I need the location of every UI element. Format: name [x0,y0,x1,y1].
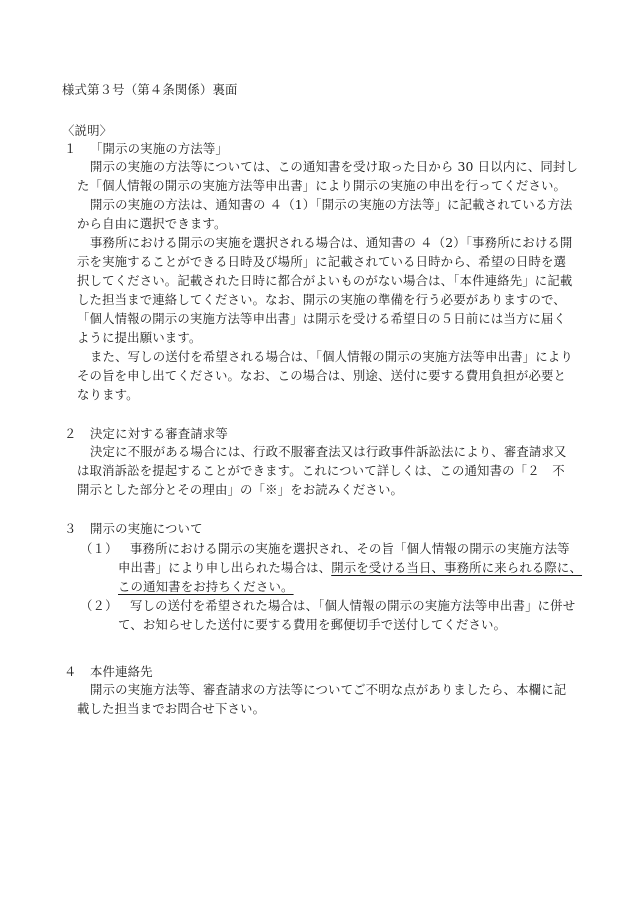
section-1-paragraph-4-line: その旨を申し出てください。なお、この場合は、別途、送付に要する費用負担が必要と [77,368,567,383]
item-1-underlined-line: この通知書をお持ちください。 [118,579,294,594]
section-1-paragraph-3-line: した担当まで連絡してください。なお、開示の実施の準備を行う必要がありますので、 [77,292,566,307]
section-1-title: 「開示の実施の方法等」 [90,141,228,156]
section-2-number: ２ [64,426,77,441]
section-4-title: 本件連絡先 [90,664,153,679]
section-3-title: 開示の実施について [90,521,203,536]
section-2-paragraph-line: 開示とした部分とその理由」の「※」をお読みください。 [77,482,404,497]
section-3-number: ３ [64,521,77,536]
section-1-paragraph-2-line: から自由に選択できます。 [77,216,227,231]
section-4-paragraph-line: 載した担当までお問合せ下さい。 [77,701,266,716]
section-1-paragraph-1-line: た「個人情報の開示の実施方法等申出書」により開示の実施の申出を行ってください。 [77,178,567,193]
item-2-line: て、お知らせした送付に要する費用を郵便切手で送付してください。 [118,617,507,632]
item-1-marker: （１） [80,541,118,556]
section-1-paragraph-3-line: 示を実施することができる日時及び場所」に記載されている日時から、希望の日時を選 [77,254,567,269]
form-header: 様式第３号（第４条関係）裏面 [62,82,238,97]
section-1-number: １ [64,141,77,156]
section-4-number: ４ [64,664,77,679]
section-1-paragraph-4-line: なります。 [77,387,139,402]
item-1-line [118,560,582,576]
section-1-paragraph-4-line: また、写しの送付を希望される場合は、「個人情報の開示の実施方法等申出書」により [90,349,573,364]
section-1-paragraph-3-line: ように提出願います。 [77,330,202,345]
item-2-marker: （２） [80,598,118,613]
section-1-paragraph-2-line: 開示の実施の方法は、通知書の ４（1）「開示の実施の方法等」に記載されている方法 [90,197,573,212]
item-1-underlined-text: 開示を受ける当日、事務所に来られる際に、 [331,560,583,575]
section-4-paragraph-line: 開示の実施方法等、審査請求の方法等についてご不明な点がありましたら、本欄に記 [90,682,567,697]
explanation-heading: 〈説明〉 [62,123,113,138]
item-1-line: 事務所における開示の実施を選択され、その旨「個人情報の開示の実施方法等 [130,541,570,556]
section-1-paragraph-3-line: 「個人情報の開示の実施方法等申出書」は開示を受ける希望日の５日前には当方に届く [77,311,567,326]
item-2-line: 写しの送付を希望された場合は、「個人情報の開示の実施方法等申出書」に併せ [130,598,576,613]
section-2-paragraph-line: は取消訴訟を提起することができます。これについて詳しくは、この通知書の「２ 不 [77,463,565,478]
section-1-paragraph-1-line: 開示の実施の方法等については、この通知書を受け取った日から 30 日以内に、同封し [90,159,578,174]
item-1-plain-text: 申出書」により申し出られた場合は、 [118,560,332,575]
section-2-title: 決定に対する審査請求等 [90,426,228,441]
section-1-paragraph-3-line: 事務所における開示の実施を選択される場合は、通知書の ４（2）「事務所における開 [90,235,573,250]
section-2-paragraph-line: 決定に不服がある場合には、行政不服審査法又は行政事件訴訟法により、審査請求又 [90,444,567,459]
section-1-paragraph-3-line: 択してください。記載された日時に都合がよいものがない場合は、「本件連絡先」に記載 [77,273,573,288]
